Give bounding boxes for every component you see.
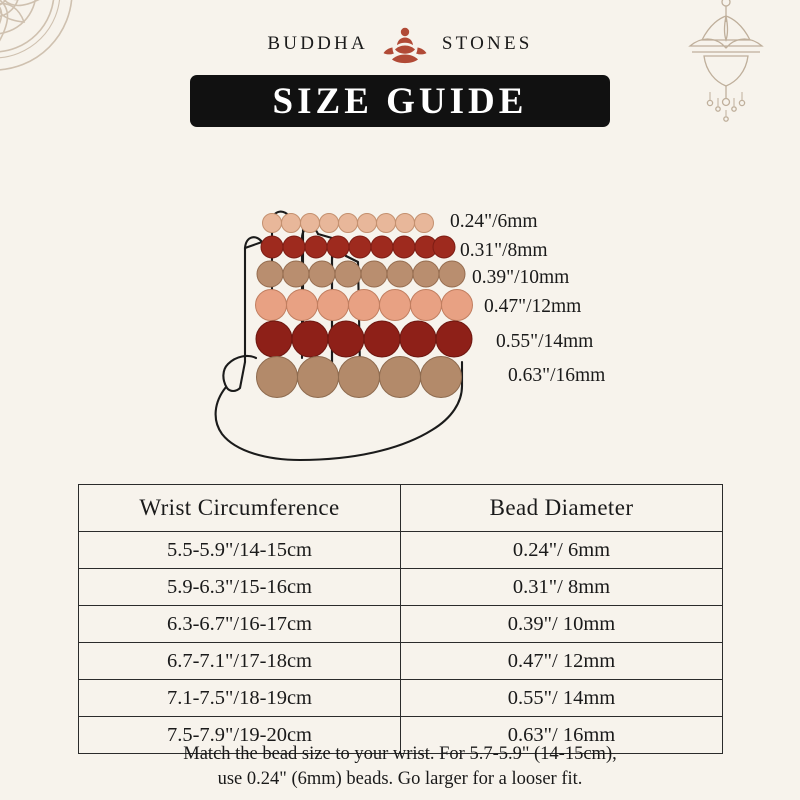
cell-wrist: 6.7-7.1"/17-18cm <box>79 643 401 680</box>
brand-lockup <box>0 24 800 64</box>
table-row <box>79 680 723 717</box>
brand-word-left: BUDDHA <box>267 33 368 54</box>
table-row <box>79 643 723 680</box>
bracelet-row-1 <box>263 214 434 233</box>
page-title-banner <box>190 75 610 127</box>
bead-size-callout-5: 0.55"/14mm <box>496 331 594 352</box>
footnote-line-1: Match the bead size to your wrist. For 5.7-5.9" (14-15cm), <box>183 744 617 764</box>
footnote <box>0 742 800 792</box>
cell-bead: 0.55"/ 14mm <box>401 680 723 717</box>
cell-wrist: 6.3-6.7"/16-17cm <box>79 606 401 643</box>
cell-wrist: 7.5-7.9"/19-20cm <box>79 717 401 754</box>
brand-word-right: STONES <box>441 33 533 54</box>
bead-size-callout-4: 0.47"/12mm <box>484 296 582 317</box>
footnote-line-2: use 0.24" (6mm) beads. Go larger for a looser fit. <box>217 769 583 789</box>
cell-bead: 0.31"/ 8mm <box>401 569 723 606</box>
column-header-wrist: Wrist Circumference <box>79 485 401 532</box>
cell-bead: 0.24"/ 6mm <box>401 532 723 569</box>
bracelet-row-4 <box>256 290 473 321</box>
bracelet-row-5 <box>256 321 472 357</box>
cell-wrist: 7.1-7.5"/18-19cm <box>79 680 401 717</box>
bracelet-row-2 <box>261 236 455 258</box>
hand-bracelet-illustration <box>0 130 800 470</box>
lotus-meditation-figure-icon <box>382 24 428 64</box>
bead-size-callout-2: 0.31"/8mm <box>460 240 548 261</box>
cell-wrist: 5.9-6.3"/15-16cm <box>79 569 401 606</box>
table-row <box>79 606 723 643</box>
column-header-bead: Bead Diameter <box>401 485 723 532</box>
cell-bead: 0.39"/ 10mm <box>401 606 723 643</box>
table-row <box>79 532 723 569</box>
cell-wrist: 5.5-5.9"/14-15cm <box>79 532 401 569</box>
bead-size-callout-3: 0.39"/10mm <box>472 267 570 288</box>
bead-size-callout-1: 0.24"/6mm <box>450 211 538 232</box>
table-row <box>79 569 723 606</box>
table-header-row <box>79 485 723 532</box>
page-title: SIZE GUIDE <box>272 80 528 122</box>
bead-size-callout-6: 0.63"/16mm <box>508 365 606 386</box>
cell-bead: 0.63"/ 16mm <box>401 717 723 754</box>
cell-bead: 0.47"/ 12mm <box>401 643 723 680</box>
size-table <box>78 484 723 754</box>
bracelet-row-3 <box>257 261 465 287</box>
bracelet-row-6 <box>257 357 462 398</box>
